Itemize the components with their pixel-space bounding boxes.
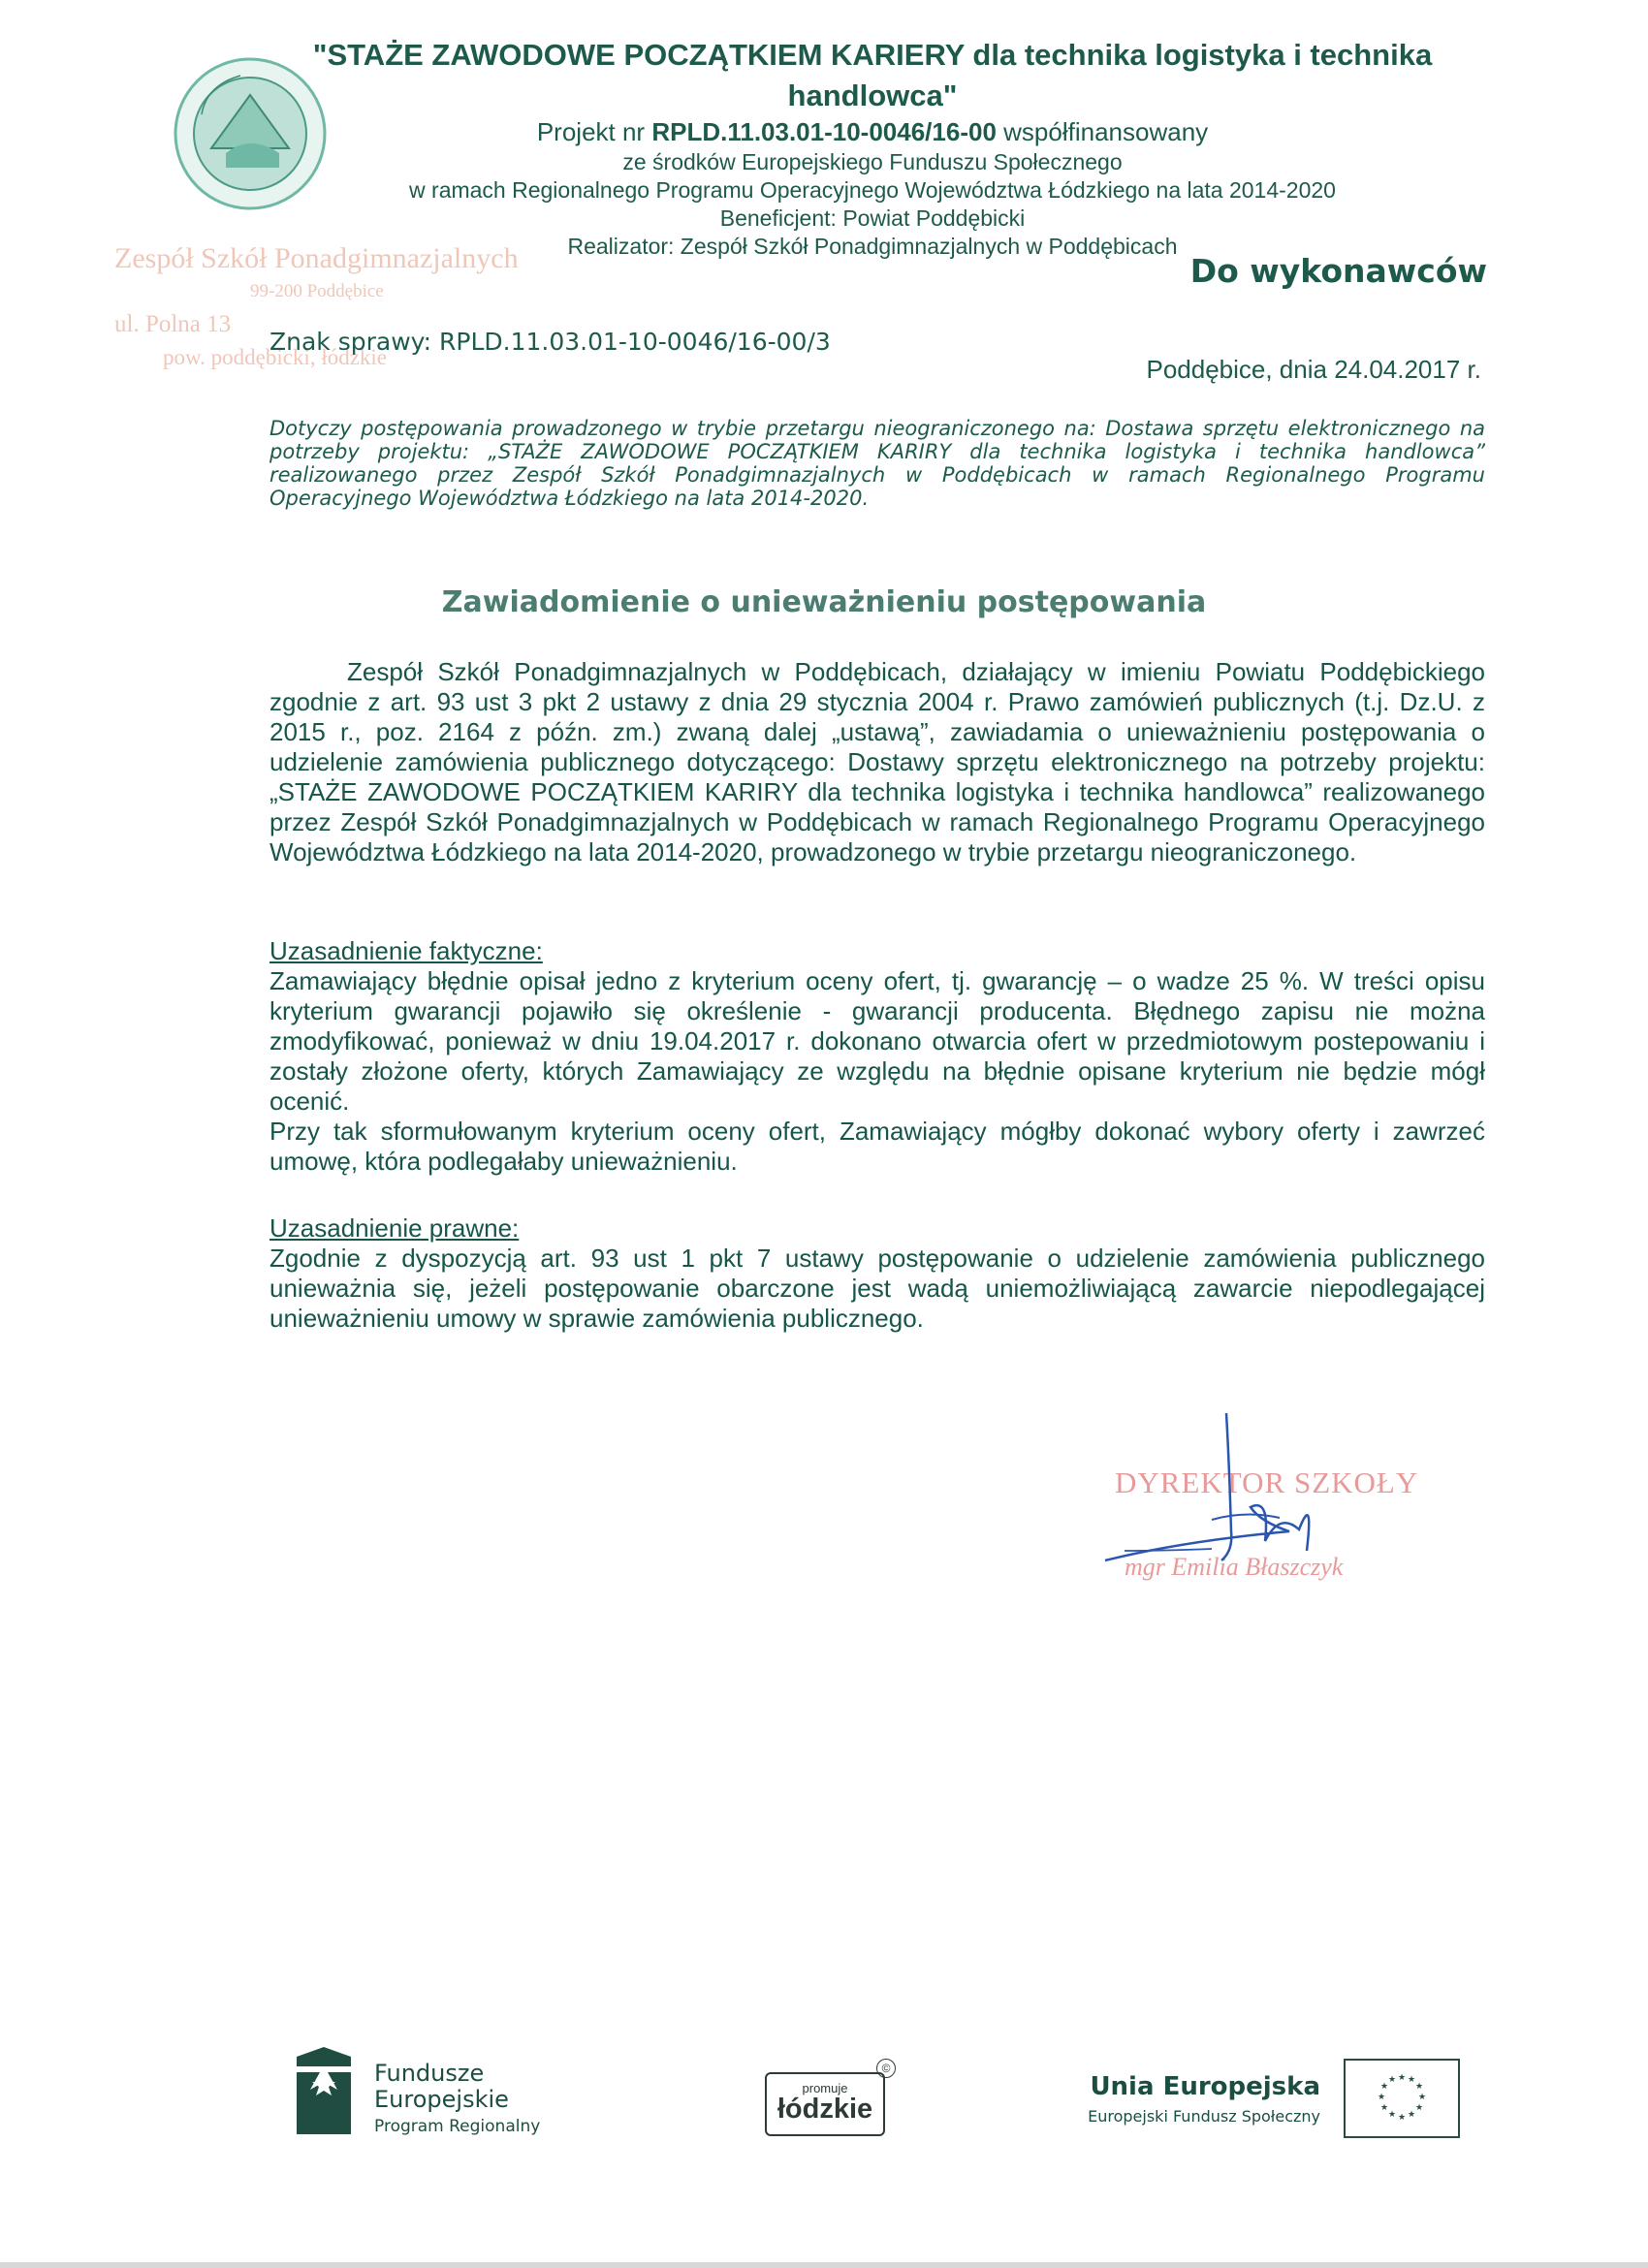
svg-text:★: ★: [1377, 2093, 1386, 2102]
svg-text:★: ★: [1407, 2075, 1416, 2085]
beneficiary-line: Beneficjent: Powiat Poddębicki: [719, 205, 1026, 231]
director-stamp-title: DYREKTOR SZKOŁY: [1115, 1465, 1419, 1499]
eu-text: Unia Europejska Europejski Fundusz Społeczny: [1088, 2072, 1320, 2126]
document-header: [242, 35, 1503, 261]
case-number: Znak sprawy: RPLD.11.03.01-10-0046/16-00/3: [269, 328, 831, 356]
svg-text:★: ★: [1387, 2110, 1397, 2120]
recipient-heading: Do wykonawców: [1189, 252, 1487, 290]
fundusze-europejskie-logo-icon: [295, 2047, 353, 2134]
main-paragraph: Zespół Szkół Ponadgimnazjalnych w Poddębicach, działający w imieniu Powiatu Poddębickiego zgodnie z art. 93 ust 3 pkt 2 ustawy z dnia 29 stycznia 2004 r. Prawo zamówień publicznych (t.j. Dz.U. z 2015 r., poz. 2164 z późn. zm.) zwaną dalej „ustawą”, zawiadamia o unieważnieniu postępowania o udzielenie zamówienia publicznego dotyczącego: Dostawy sprzętu elektronicznego na potrzeby projektu: „STAŻE ZAWODOWE POCZĄTKIEM KARIRY dla technika logistyka i technika handlowca” realizowanego przez Zespół Szkół Ponadgimnazjalnych w Poddębicach w ramach Regionalnego Programu Operacyjnego Województwa Łódzkiego na lata 2014-2020, prowadzonego w trybie przetargu nieograniczonego.: [269, 657, 1485, 866]
legal-heading: Uzasadnienie prawne:: [269, 1213, 520, 1243]
handwritten-signature: [1066, 1405, 1415, 1599]
director-stamp-name: mgr Emilia Błaszczyk: [1125, 1553, 1344, 1581]
svg-text:★: ★: [1379, 2082, 1389, 2092]
promuje-lodzkie-logo: promuje łódzkie: [765, 2072, 885, 2136]
svg-text:★: ★: [1397, 2073, 1407, 2083]
svg-text:★: ★: [1379, 2103, 1389, 2113]
svg-text:★: ★: [1414, 2082, 1424, 2092]
scan-edge: [0, 2262, 1648, 2268]
eu-flag-icon: [1344, 2059, 1460, 2138]
project-number-line: Projekt nr RPLD.11.03.01-10-0046/16-00 współfinansowany: [536, 117, 1209, 146]
factual-heading: Uzasadnienie faktyczne:: [269, 936, 543, 965]
funding-source: ze środków Europejskiego Funduszu Społecznego: [622, 149, 1123, 174]
place-date: Poddębice, dnia 24.04.2017 r.: [1146, 355, 1481, 384]
notice-title: Zawiadomienie o unieważnieniu postępowania: [441, 585, 1207, 619]
legal-justification: [269, 1213, 1485, 1334]
factual-text: Zamawiający błędnie opisał jedno z kryterium oceny ofert, tj. gwarancję – o wadze 25 %. W treści opisu kryterium gwarancji pojawiło się określenie - gwarancji producenta. Błędnego zapisu nie można zmodyfikować, ponieważ w dniu 19.04.2017 r. dokonano otwarcia ofert w przedmiotowym postepowaniu i zostały złożone oferty, których Zamawiający ze względu na błędnie opisane kryterium nie będzie mógł ocenić.: [269, 966, 1485, 1116]
copyright-mark-icon: ©: [876, 2059, 896, 2078]
implementer-line: Realizator: Zespół Szkół Ponadgimnazjalnych w Poddębicach: [567, 234, 1178, 259]
svg-text:★: ★: [1397, 2113, 1407, 2123]
svg-text:★: ★: [1414, 2103, 1424, 2113]
concerns-paragraph: Dotyczy postępowania prowadzonego w trybie przetargu nieograniczonego na: Dostawa sprzętu elektronicznego na potrzeby projektu: „STAŻE ZAWODOWE POCZĄTKIEM KARIRY dla technika logistyka i technika handlowca” realizowanego przez Zespół Szkół Ponadgimnazjalnych w Poddębicach w ramach Regionalnego Programu Operacyjnego Województwa Łódzkiego na lata 2014-2020.: [269, 417, 1485, 510]
project-title: "STAŻE ZAWODOWE POCZĄTKIEM KARIERY dla technika logistyka i technika handlowca": [312, 38, 1433, 112]
legal-text: Zgodnie z dyspozycją art. 93 ust 1 pkt 7 ustawy postępowanie o udzielenie zamówienia publicznego unieważnia się, jeżeli postępowanie obarczone jest wadą uniemożliwiającą zawarcie niepodlegającej unieważnieniu umowy w sprawie zamówienia publicznego.: [269, 1244, 1485, 1333]
svg-text:★: ★: [1407, 2110, 1416, 2120]
factual-text-2: Przy tak sformułowanym kryterium oceny ofert, Zamawiający mógłby dokonać wybory oferty i zawrzeć umowę, która podlegałaby unieważnieniu.: [269, 1117, 1485, 1176]
programme-line: w ramach Regionalnego Programu Operacyjnego Województwa Łódzkiego na lata 2014-2020: [409, 177, 1336, 203]
svg-text:★: ★: [1387, 2075, 1397, 2085]
school-stamp: Zespół Szkół Ponadgimnazjalnych 99-200 Poddębice ul. Polna 13 pow. poddębicki, łódzkie: [114, 242, 519, 369]
fundusze-europejskie-text: Fundusze Europejskie Program Regionalny: [374, 2060, 541, 2136]
factual-justification: [269, 936, 1485, 1177]
svg-text:★: ★: [1417, 2093, 1427, 2102]
